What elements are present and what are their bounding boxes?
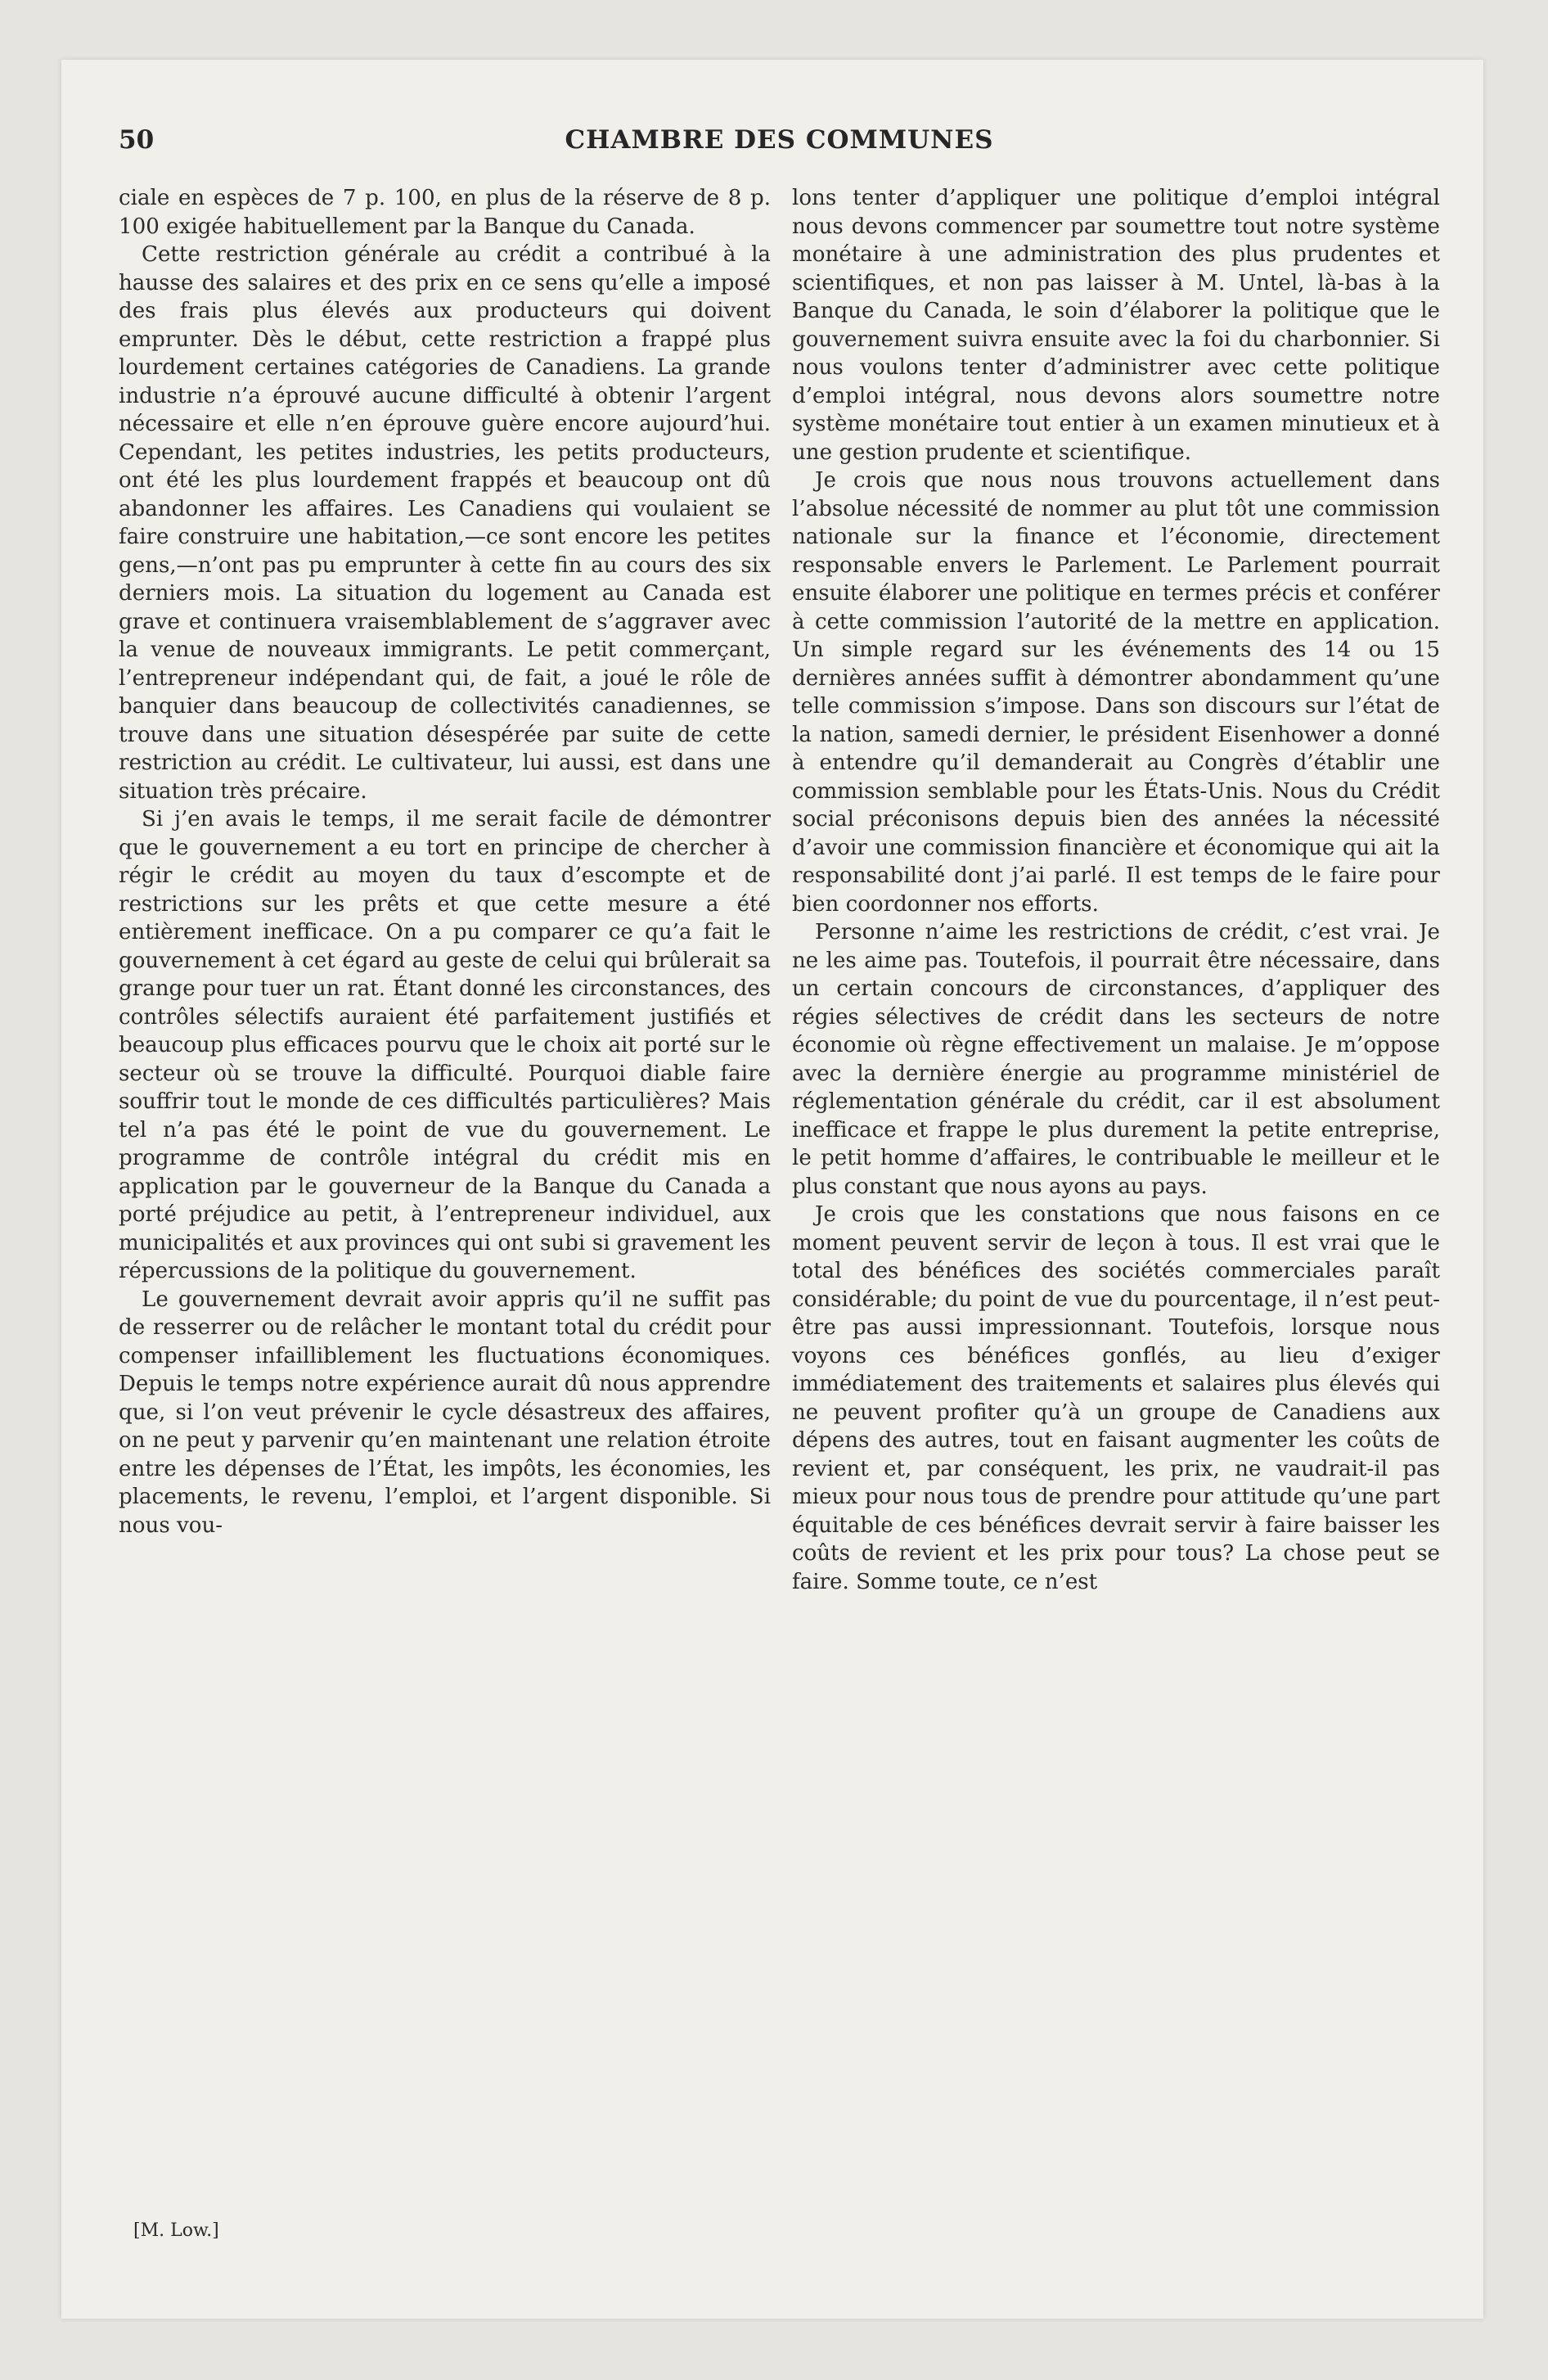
paragraph: lons tenter d’appliquer une politique d’emploi intégral nous devons commencer par soumettre tout notre système monétaire à une administration des plus prudentes et scientifiques, et non pas laisser à M. Untel, là-bas à la Banque du Canada, le soin d’élaborer la politique que le gouvernement suivra ensuite avec la foi du charbonnier. Si nous voulons tenter d’administrer avec cette politique d’emploi intégral, nous devons alors soumettre notre système monétaire tout entier à un examen minutieux et à une gestion prudente et scientifique. [792,186,1440,465]
running-title: CHAMBRE DES COMMUNES [565,125,994,155]
paragraph: Je crois que nous nous trouvons actuellement dans l’absolue nécessité de nommer au plut tôt une commission nationale sur la finance et l’économie, directement responsable envers le Parlement. Le Parlement pourrait ensuite élaborer une politique en termes précis et conférer à cette commission l’autorité de la mettre en application. Un simple regard sur les événements des 14 ou 15 dernières années suffit à démontrer abondamment qu’une telle commission s’impose. Dans son discours sur l’état de la nation, samedi dernier, le président Eisenhower a donné à entendre qu’il demanderait au Congrès d’établir une commission semblable pour les États-Unis. Nous du Crédit social préconisons depuis bien des années la nécessité d’avoir une commission financière et économique qui ait la responsabilité dont j’ai parlé. Il est temps de le faire pour bien coordonner nos efforts. [792,468,1440,917]
paragraph: Cette restriction générale au crédit a contribué à la hausse des salaires et des prix en ce sens qu’elle a imposé des frais plus élevés aux producteurs qui doivent emprunter. Dès le début, cette restriction a frappé plus lourdement certaines catégories de Canadiens. La grande industrie n’a éprouvé aucune difficulté à obtenir l’argent nécessaire et elle n’en éprouve guère encore aujourd’hui. Cependant, les petites industries, les petits producteurs, ont été les plus lourdement frappés et beaucoup ont dû abandonner les affaires. Les Canadiens qui voulaient se faire construire une habitation,—ce sont encore les petites gens,—n’ont pas pu emprunter à cette fin au cours des six derniers mois. La situation du logement au Canada est grave et continuera vraisemblablement de s’aggraver avec la venue de nouveaux immigrants. Le petit commerçant, l’entrepreneur indépendant qui, de fait, a joué le rôle de banquier dans beaucoup de collectivités canadiennes, se trouve dans une situation désespérée par suite de cette restriction au crédit. Le cultivateur, lui aussi, est dans une situation très précaire. [119,242,771,804]
speaker-tag: [M. Low.] [133,2220,219,2241]
paragraph: Personne n’aime les restrictions de crédit, c’est vrai. Je ne les aime pas. Toutefois, il pourrait être nécessaire, dans un certain concours de circonstances, d’appliquer des régies sélectives de crédit dans les secteurs de notre économie où règne effectivement un malaise. Je m’oppose avec la dernière énergie au programme ministériel de réglementation générale du crédit, car il est absolument inefficace et frappe le plus durement la petite entreprise, le petit homme d’affaires, le contribuable le meilleur et le plus constant que nous ayons au pays. [792,920,1440,1199]
paragraph: ciale en espèces de 7 p. 100, en plus de la réserve de 8 p. 100 exigée habituellement par la Banque du Canada. [119,186,771,239]
page-header [119,125,1440,165]
document-page [61,60,1483,2319]
right-column [792,184,1440,1596]
left-column [119,184,771,1539]
paragraph: Je crois que les constations que nous faisons en ce moment peuvent servir de leçon à tous. Il est vrai que le total des bénéfices des sociétés commerciales paraît considérable; du point de vue du pourcentage, il n’est peut-être pas aussi impressionnant. Toutefois, lorsque nous voyons ces bénéfices gonflés, au lieu d’exiger immédiatement des traitements et salaires plus élevés qui ne peuvent profiter qu’à un groupe de Canadiens aux dépens des autres, tout en faisant augmenter les coûts de revient et, par conséquent, les prix, ne vaudrait-il pas mieux pour nous tous de prendre pour attitude qu’une part équitable de ces bénéfices devrait servir à faire baisser les coûts de revient et les prix pour tous? La chose peut se faire. Somme toute, ce n’est [792,1202,1440,1594]
paragraph: Si j’en avais le temps, il me serait facile de démontrer que le gouvernement a eu tort en principe de chercher à régir le crédit au moyen du taux d’escompte et de restrictions sur les prêts et que cette mesure a été entièrement inefficace. On a pu comparer ce qu’a fait le gouvernement à cet égard au geste de celui qui brûlerait sa grange pour tuer un rat. Étant donné les circonstances, des contrôles sélectifs auraient été parfaitement justifiés et beaucoup plus efficaces pourvu que le choix ait porté sur le secteur où se trouve la difficulté. Pourquoi diable faire souffrir tout le monde de ces difficultés particulières? Mais tel n’a pas été le point de vue du gouvernement. Le programme de contrôle intégral du crédit mis en application par le gouverneur de la Banque du Canada a porté préjudice au petit, à l’entrepreneur individuel, aux municipalités et aux provinces qui ont subi si gravement les répercussions de la politique du gouvernement. [119,807,771,1283]
page-number: 50 [119,125,155,155]
paragraph: Le gouvernement devrait avoir appris qu’il ne suffit pas de resserrer ou de relâcher le montant total du crédit pour compenser infailliblement les fluctuations économiques. Depuis le temps notre expérience aurait dû nous apprendre que, si l’on veut prévenir le cycle désastreux des affaires, on ne peut y parvenir qu’en maintenant une relation étroite entre les dépenses de l’État, les impôts, les économies, les placements, le revenu, l’emploi, et l’argent disponible. Si nous vou- [119,1287,771,1538]
